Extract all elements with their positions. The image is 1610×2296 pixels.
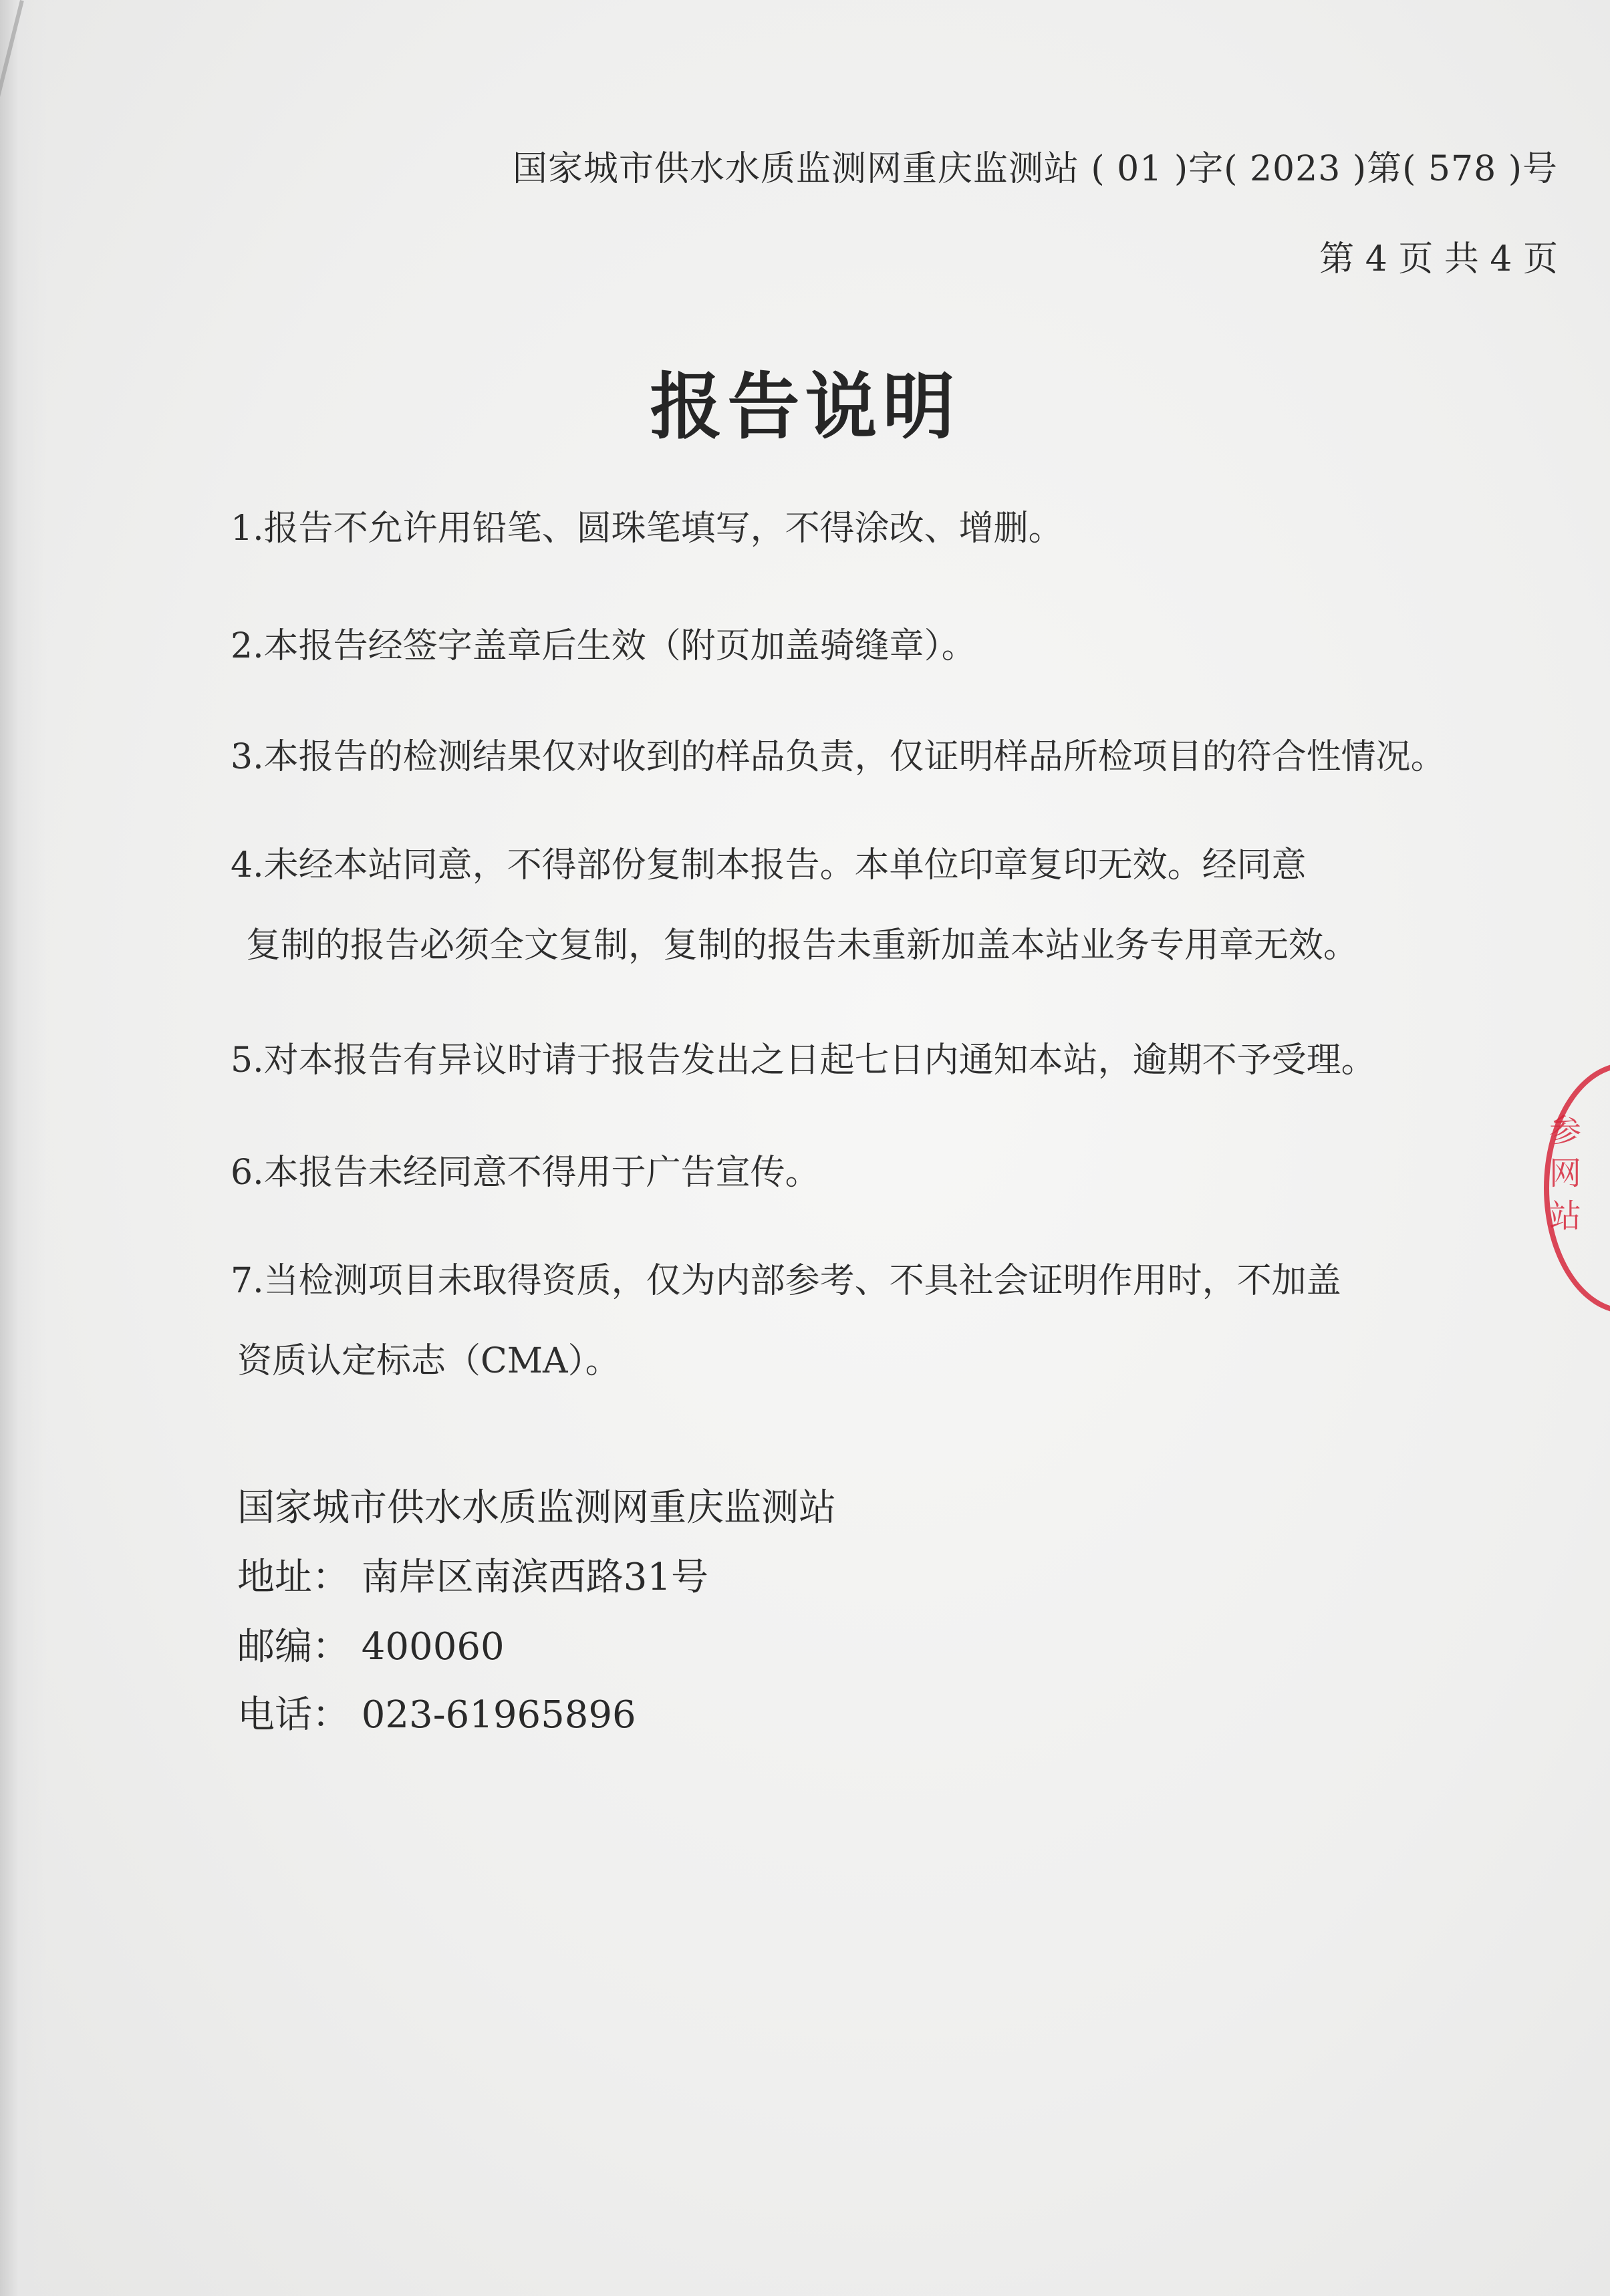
note-item-7: 7.当检测项目未取得资质，仅为内部参考、不具社会证明作用时，不加盖: [231, 1261, 1341, 1301]
page-count: 第 4 页 共 4 页: [1319, 239, 1558, 279]
note-item-4-continued: 复制的报告必须全文复制，复制的报告未重新加盖本站业务专用章无效。: [246, 925, 1359, 966]
station-address: 地址： 南岸区南滨西路31号: [237, 1556, 709, 1599]
report-number: 国家城市供水水质监测网重庆监测站 ( 01 )字( 2023 )第( 578 )号: [512, 149, 1558, 189]
page-fold-shadow: [0, 0, 47, 2296]
seal-text: 参 网 站: [1549, 1112, 1581, 1235]
note-item-5: 5.对本报告有异议时请于报告发出之日起七日内通知本站，逾期不予受理。: [231, 1040, 1376, 1081]
note-item-1: 1.报告不允许用铅笔、圆珠笔填写，不得涂改、增删。: [231, 509, 1063, 549]
note-item-6: 6.本报告未经同意不得用于广告宣传。: [231, 1153, 820, 1193]
note-item-2: 2.本报告经签字盖章后生效（附页加盖骑缝章）。: [231, 626, 976, 666]
station-name: 国家城市供水水质监测网重庆监测站: [237, 1486, 836, 1530]
note-item-7-continued: 资质认定标志（CMA）。: [237, 1341, 620, 1381]
station-postcode: 邮编： 400060: [237, 1625, 505, 1669]
station-phone: 电话： 023-61965896: [237, 1693, 636, 1737]
note-item-4: 4.未经本站同意，不得部份复制本报告。本单位印章复印无效。经同意: [231, 845, 1307, 885]
page-title: 报告说明: [650, 366, 960, 449]
note-item-3: 3.本报告的检测结果仅对收到的样品负责，仅证明样品所检项目的符合性情况。: [231, 737, 1446, 777]
